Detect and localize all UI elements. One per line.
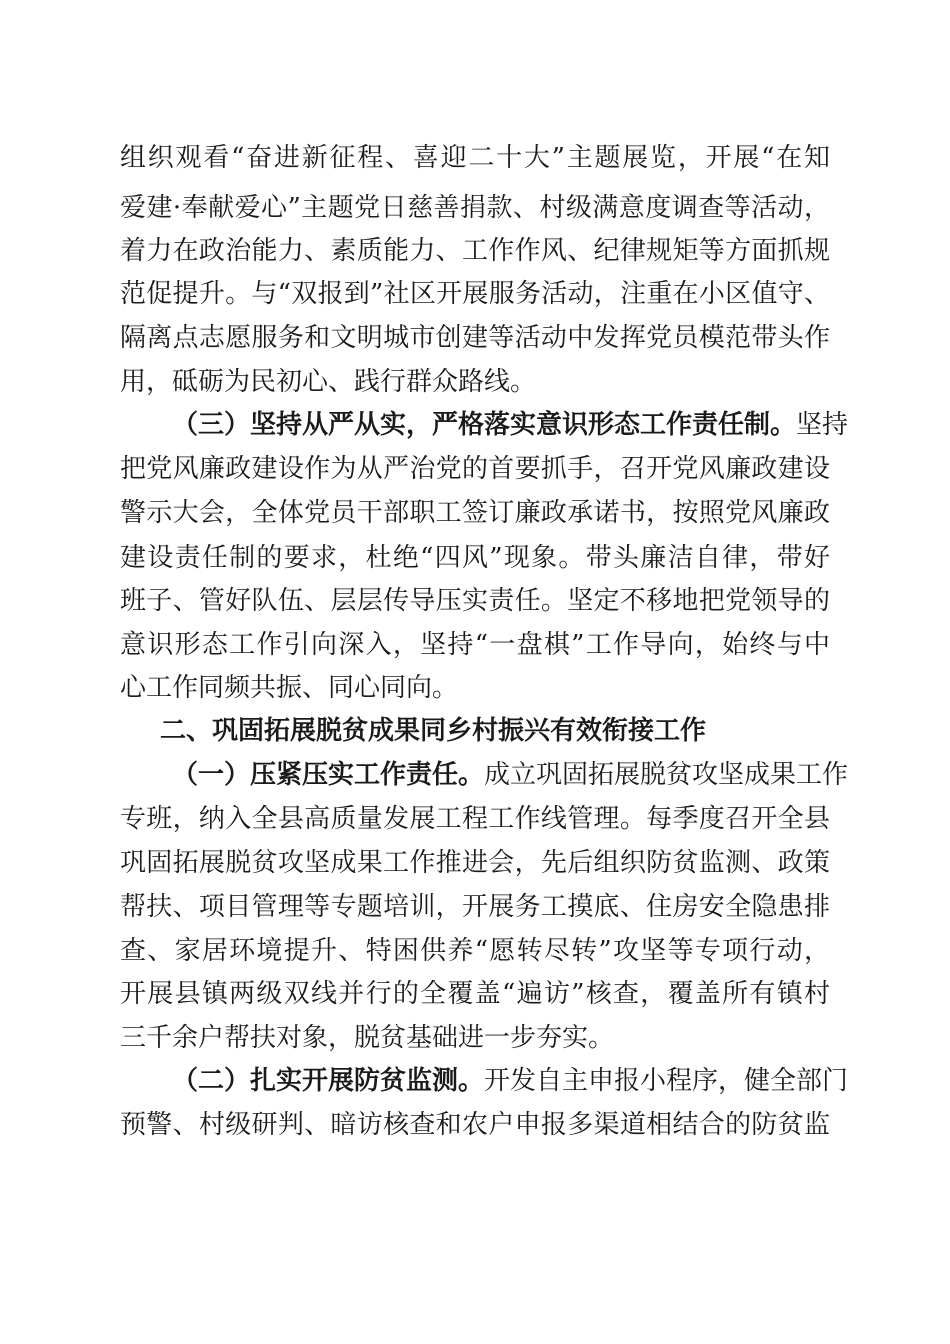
paragraph-line: 查、家居环境提升、特困供养“愿转尽转”攻坚等专项行动， — [120, 936, 830, 966]
paragraph-line: 心工作同频共振、同心同向。 — [120, 673, 459, 703]
paragraph-line: 着力在政治能力、素质能力、工作作风、纪律规矩等方面抓规 — [120, 236, 830, 266]
paragraph-text: 成立巩固拓展脱贫攻坚成果工作 — [484, 760, 849, 790]
paragraph-line: 爱建·奉献爱心”主题党日慈善捐款、村级满意度调查等活动， — [120, 193, 830, 223]
paragraph-line: 用，砥砺为民初心、践行群众路线。 — [120, 367, 537, 397]
subsection-first-line — [172, 753, 849, 797]
subsection-first-line — [172, 1059, 849, 1103]
subsection-title: （三）坚持从严从实，严格落实意识形态工作责任制。 — [172, 410, 797, 440]
paragraph-line: 建设责任制的要求，杜绝“四风”现象。带头廉洁自律，带好 — [120, 543, 830, 573]
section-heading: 二、巩固拓展脱贫成果同乡村振兴有效衔接工作 — [160, 716, 707, 746]
paragraph-line: 三千余户帮扶对象，脱贫基础进一步夯实。 — [120, 1023, 615, 1053]
paragraph-line: 预警、村级研判、暗访核查和农户申报多渠道相结合的防贫监 — [120, 1110, 830, 1140]
paragraph-line: 把党风廉政建设作为从严治党的首要抓手，召开党风廉政建设 — [120, 454, 830, 484]
paragraph-line: 意识形态工作引向深入，坚持“一盘棋”工作导向，始终与中 — [120, 630, 830, 660]
paragraph-line: 隔离点志愿服务和文明城市创建等活动中发挥党员模范带头作 — [120, 323, 830, 353]
paragraph-line: 巩固拓展脱贫攻坚成果工作推进会，先后组织防贫监测、政策 — [120, 848, 830, 878]
subsection-title: （二）扎实开展防贫监测。 — [172, 1066, 485, 1096]
paragraph-line: 帮扶、项目管理等专题培训，开展务工摸底、住房安全隐患排 — [120, 892, 830, 922]
paragraph-line: 专班，纳入全县高质量发展工程工作线管理。每季度召开全县 — [120, 804, 830, 834]
paragraph-line: 范促提升。与“双报到”社区开展服务活动，注重在小区值守、 — [120, 279, 830, 309]
paragraph-line: 警示大会，全体党员干部职工签订廉政承诺书，按照党风廉政 — [120, 498, 830, 528]
subsection-title: （一）压紧压实工作责任。 — [172, 760, 485, 790]
paragraph-line: 组织观看“奋进新征程、喜迎二十大”主题展览，开展“在知 — [120, 143, 830, 173]
paragraph-text: 坚持 — [796, 410, 849, 440]
subsection-first-line — [172, 403, 849, 447]
paragraph-line: 班子、管好队伍、层层传导压实责任。坚定不移地把党领导的 — [120, 586, 830, 616]
paragraph-text: 开发自主申报小程序，健全部门 — [484, 1066, 849, 1096]
paragraph-line: 开展县镇两级双线并行的全覆盖“遍访”核查，覆盖所有镇村 — [120, 979, 830, 1009]
